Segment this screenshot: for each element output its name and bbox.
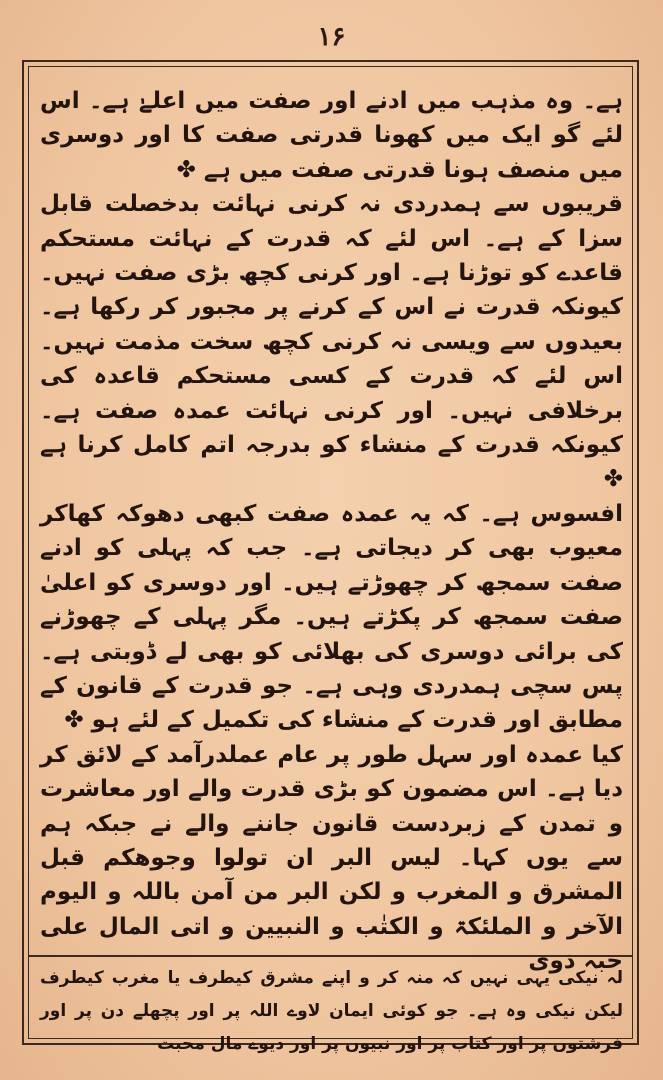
footnote-divider xyxy=(28,955,633,957)
paragraph-4: کیا عمدہ اور سہل طور پر عام عملدرآمد کے لائق کر دیا ہے۔ اس مضمون کو بڑی قدرت والے اور معاشرت و تمدن کے زبردست قانون جاننے والے نے جبکہ ہم سے یوں کہا۔ لیس البر ان تولوا وجوھکم قبل المشرق و المغرب و لکن البر من آمن باللہ و الیوم الآخر و الملئکۃ و الکتٰب و النبیین و اتی المال علی حبہ ذوی xyxy=(40,741,623,975)
paragraph-1: ہے۔ وہ مذہب میں ادنے اور صفت میں اعلےٰ ہے۔ اس لئے گو ایک میں کھونا قدرتی صفت کا اور دوسری میں منصف ہونا قدرتی صفت میں ہے ✤ xyxy=(40,88,623,183)
paragraph-2: قریبوں سے ہمدردی نہ کرنی نہائت بدخصلت قابل سزا کے ہے۔ اس لئے کہ قدرت کے نہائت مستحکم قاعدے کو توڑنا ہے۔ اور کرنی کچھ بڑی صفت نہیں۔ کیونکہ قدرت نے اس کے کرنے پر مجبور کر رکھا ہے۔ بعیدوں سے ویسی نہ کرنی کچھ سخت مذمت نہیں۔ اس لئے کہ قدرت کے کسی مستحکم قاعدہ کی برخلافی نہیں۔ اور کرنی نہائت عمدہ صفت ہے۔ کیونکہ قدرت کے منشاء کو بدرجہ اتم کامل کرنا ہے ✤ xyxy=(40,191,623,493)
paragraph-3: افسوس ہے۔ کہ یہ عمدہ صفت کبھی دھوکہ کھاکر معیوب بھی کر دیجاتی ہے۔ جب کہ پہلی کو ادنے صفت سمجھ کر چھوڑتے ہیں۔ اور دوسری کو اعلیٰ صفت سمجھ کر پکڑتے ہیں۔ مگر پہلی کے چھوڑنے کی برائی دوسری کی بھلائی کو بھی لے ڈوبتی ہے۔ پس سچی ہمدردی وہی ہے۔ جو قدرت کے قانون کے مطابق اور قدرت کے منشاء کی تکمیل کے لئے ہو ✤ xyxy=(40,500,623,734)
page-number: ۱۶ xyxy=(317,22,346,52)
footnote: لہ نیکی یہی نہیں کہ منہ کر و اپنے مشرق کیطرف یا مغرب کیطرف لیکن نیکی وہ ہے۔ جو کوئی ایمان لاوے اللہ پر اور پچھلے دن پر اور فرشتوں پر اور کتاب پر اور نبیوں پر اور دیوے مال محبت xyxy=(40,968,623,1054)
body-text xyxy=(40,84,623,975)
